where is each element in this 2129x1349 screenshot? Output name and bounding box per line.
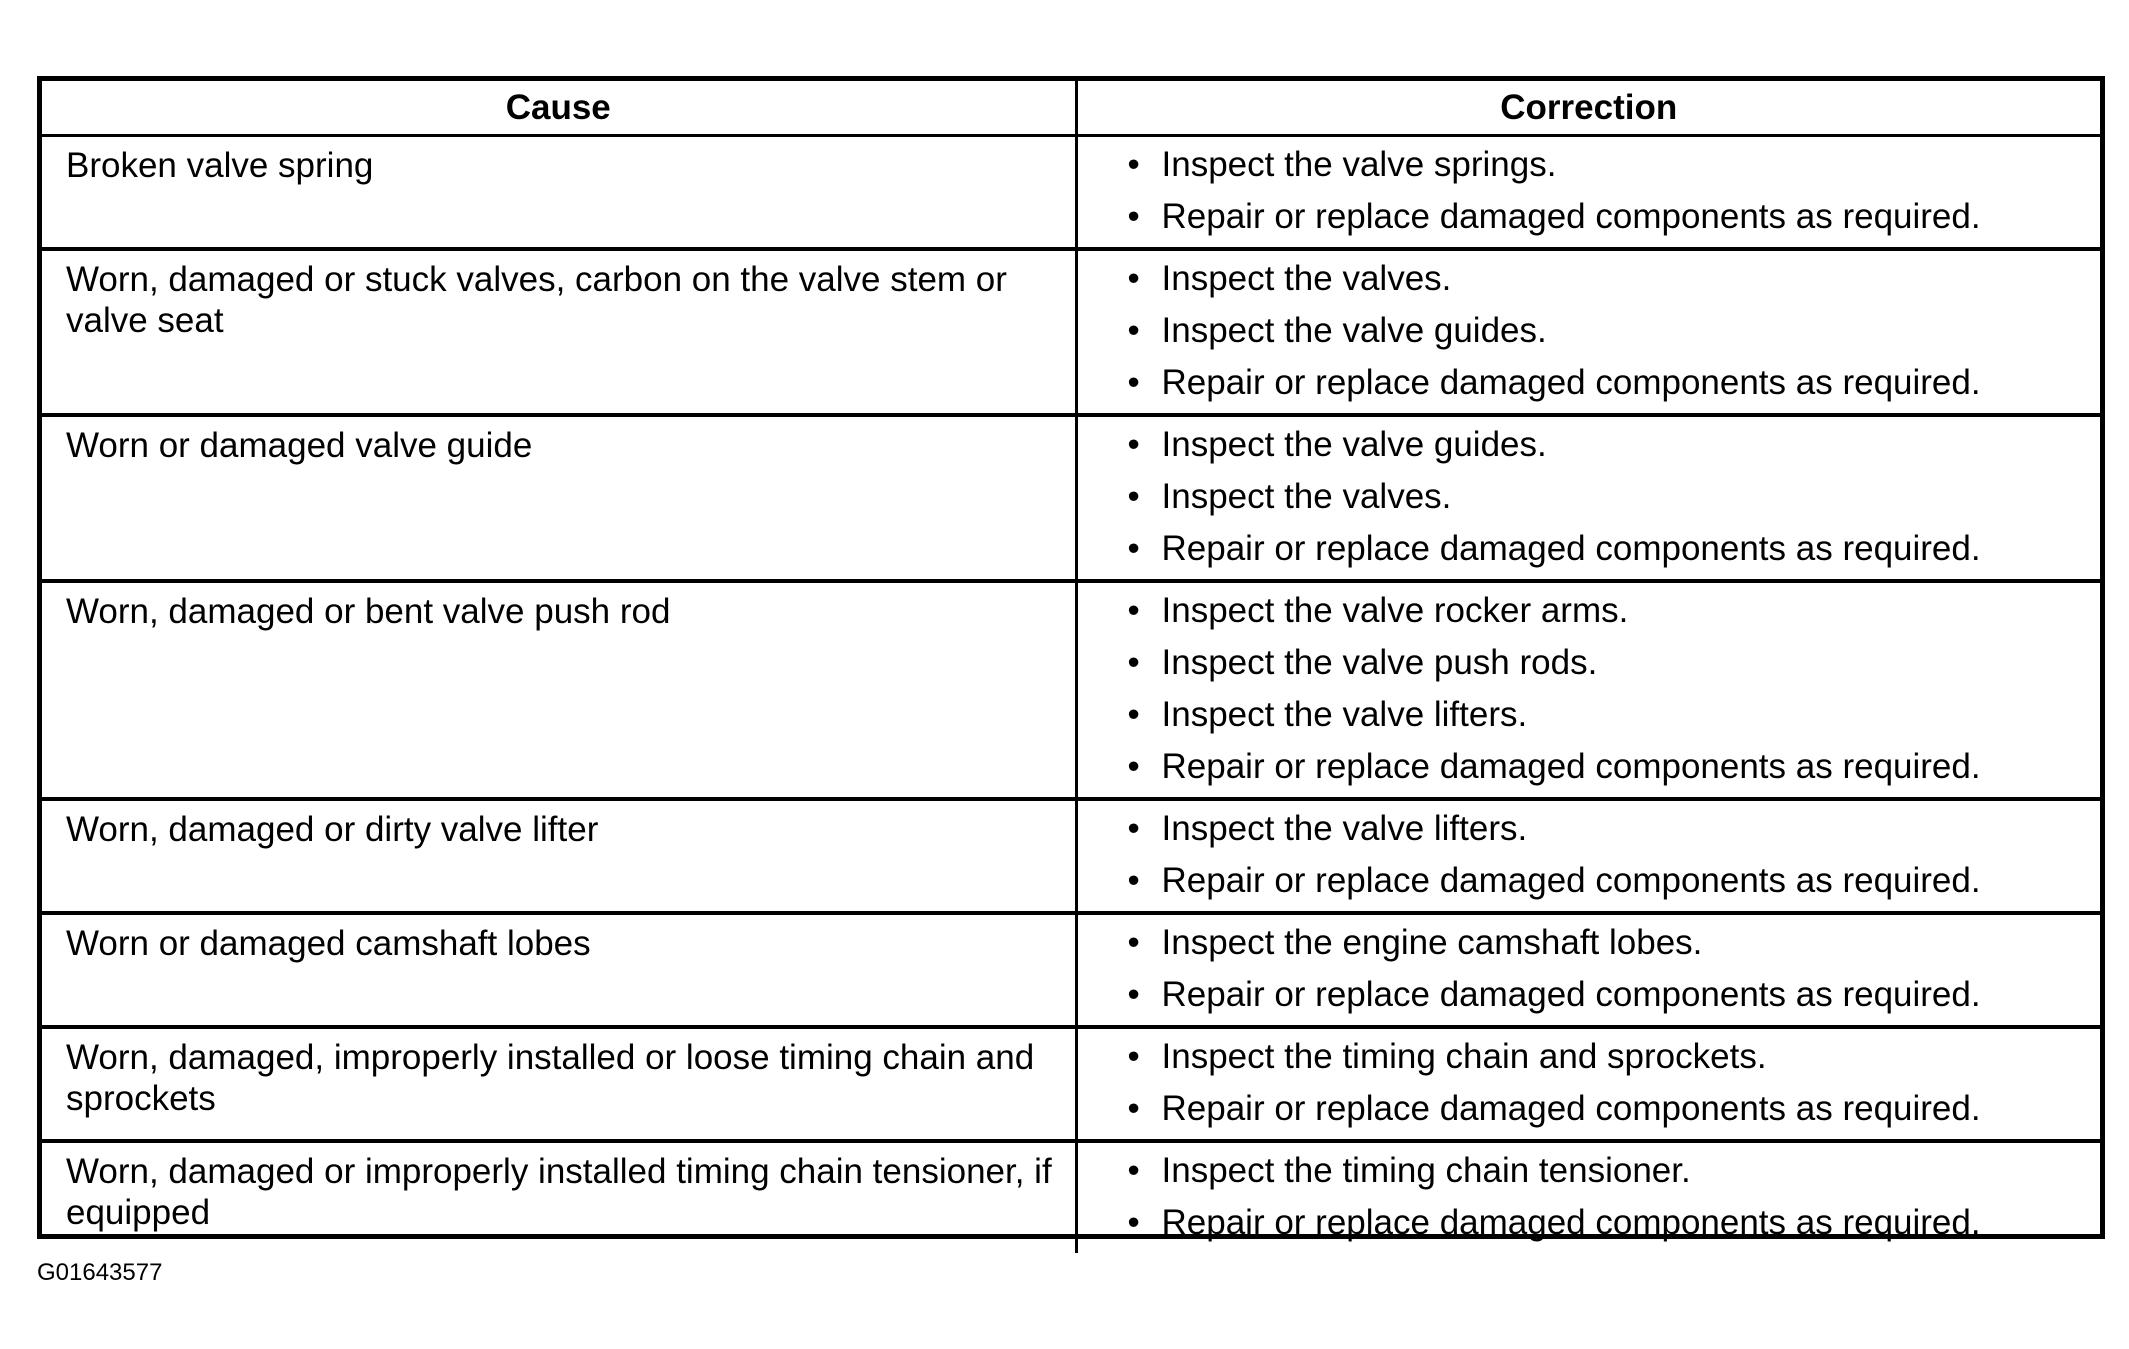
- correction-item: [1128, 527, 2101, 579]
- correction-text: Inspect the timing chain tensioner.: [1161, 1151, 1691, 1190]
- correction-text: Inspect the valve guides.: [1161, 425, 1547, 464]
- bullet-icon: •: [1127, 1037, 1140, 1076]
- table-row: [42, 913, 2100, 1027]
- bullet-icon: •: [1127, 861, 1140, 900]
- table-row: [42, 249, 2100, 415]
- correction-text: Repair or replace damaged components as required.: [1161, 861, 1981, 900]
- correction-list: [1128, 257, 2101, 413]
- correction-text: Repair or replace damaged components as required.: [1161, 363, 1981, 402]
- correction-item: [1128, 1149, 2101, 1201]
- correction-list: [1128, 423, 2101, 579]
- correction-item: [1128, 1201, 2101, 1253]
- bullet-icon: •: [1127, 363, 1140, 402]
- correction-list: [1128, 807, 2101, 911]
- correction-item: [1128, 361, 2101, 413]
- bullet-icon: •: [1127, 695, 1140, 734]
- bullet-icon: •: [1127, 145, 1140, 184]
- bullet-icon: •: [1127, 747, 1140, 786]
- table-row: [42, 136, 2100, 250]
- correction-cell: [1076, 799, 2100, 913]
- cause-cell: Worn, damaged or bent valve push rod: [42, 581, 1076, 799]
- correction-text: Inspect the valve springs.: [1161, 145, 1557, 184]
- correction-item: [1128, 475, 2101, 527]
- cause-cell: Worn or damaged camshaft lobes: [42, 913, 1076, 1027]
- correction-cell: [1076, 249, 2100, 415]
- correction-text: Repair or replace damaged components as required.: [1161, 1203, 1981, 1242]
- correction-list: [1128, 1035, 2101, 1139]
- correction-item: [1128, 693, 2101, 745]
- correction-list: [1128, 921, 2101, 1025]
- correction-cell: [1076, 1027, 2100, 1141]
- cause-cell: Worn, damaged or stuck valves, carbon on the valve stem or valve seat: [42, 249, 1076, 415]
- correction-text: Inspect the valve rocker arms.: [1161, 591, 1629, 630]
- correction-item: [1128, 807, 2101, 859]
- bullet-icon: •: [1127, 1151, 1140, 1190]
- correction-text: Inspect the timing chain and sprockets.: [1161, 1037, 1767, 1076]
- table-body: [42, 136, 2100, 1254]
- bullet-icon: •: [1127, 425, 1140, 464]
- bullet-icon: •: [1127, 975, 1140, 1014]
- correction-text: Repair or replace damaged components as required.: [1161, 529, 1981, 568]
- correction-text: Repair or replace damaged components as required.: [1161, 197, 1981, 236]
- correction-item: [1128, 143, 2101, 195]
- table-row: [42, 799, 2100, 913]
- correction-item: [1128, 195, 2101, 247]
- correction-list: [1128, 1149, 2101, 1253]
- bullet-icon: •: [1127, 809, 1140, 848]
- correction-item: [1128, 973, 2101, 1025]
- table-row: [42, 581, 2100, 799]
- cause-cell: Worn or damaged valve guide: [42, 415, 1076, 581]
- bullet-icon: •: [1127, 1203, 1140, 1242]
- bullet-icon: •: [1127, 643, 1140, 682]
- cause-correction-table-container: [37, 76, 2105, 1242]
- correction-item: [1128, 589, 2101, 641]
- correction-list: [1128, 143, 2101, 247]
- correction-item: [1128, 1087, 2101, 1139]
- bullet-icon: •: [1127, 197, 1140, 236]
- correction-text: Inspect the valve push rods.: [1161, 643, 1598, 682]
- correction-text: Repair or replace damaged components as required.: [1161, 1089, 1981, 1128]
- correction-item: [1128, 859, 2101, 911]
- correction-item: [1128, 641, 2101, 693]
- correction-list: [1128, 589, 2101, 797]
- correction-cell: [1076, 136, 2100, 250]
- correction-cell: [1076, 913, 2100, 1027]
- bullet-icon: •: [1127, 477, 1140, 516]
- bullet-icon: •: [1127, 529, 1140, 568]
- table-row: [42, 1027, 2100, 1141]
- correction-text: Inspect the valves.: [1161, 477, 1452, 516]
- cause-cell: Worn, damaged, improperly installed or loose timing chain and sprockets: [42, 1027, 1076, 1141]
- correction-item: [1128, 745, 2101, 797]
- correction-item: [1128, 423, 2101, 475]
- table-header-row: [42, 81, 2100, 136]
- correction-text: Inspect the valve lifters.: [1161, 695, 1528, 734]
- table-row: [42, 1141, 2100, 1253]
- cause-cell: Worn, damaged or dirty valve lifter: [42, 799, 1076, 913]
- correction-item: [1128, 1035, 2101, 1087]
- correction-text: Repair or replace damaged components as required.: [1161, 975, 1981, 1014]
- bullet-icon: •: [1127, 923, 1140, 962]
- correction-cell: [1076, 581, 2100, 799]
- correction-text: Inspect the valve guides.: [1161, 311, 1547, 350]
- bullet-icon: •: [1127, 259, 1140, 298]
- cause-cell: Worn, damaged or improperly installed timing chain tensioner, if equipped: [42, 1141, 1076, 1253]
- correction-item: [1128, 257, 2101, 309]
- cause-cell: Broken valve spring: [42, 136, 1076, 250]
- correction-item: [1128, 309, 2101, 361]
- cause-column-header: Cause: [42, 81, 1076, 136]
- correction-text: Repair or replace damaged components as required.: [1161, 747, 1981, 786]
- table-row: [42, 415, 2100, 581]
- cause-correction-table: [42, 81, 2100, 1253]
- bullet-icon: •: [1127, 311, 1140, 350]
- correction-text: Inspect the valves.: [1161, 259, 1452, 298]
- correction-cell: [1076, 1141, 2100, 1253]
- correction-cell: [1076, 415, 2100, 581]
- correction-text: Inspect the valve lifters.: [1161, 809, 1528, 848]
- bullet-icon: •: [1127, 1089, 1140, 1128]
- correction-item: [1128, 921, 2101, 973]
- bullet-icon: •: [1127, 591, 1140, 630]
- correction-column-header: Correction: [1076, 81, 2100, 136]
- figure-id: G01643577: [37, 1259, 163, 1286]
- correction-text: Inspect the engine camshaft lobes.: [1161, 923, 1703, 962]
